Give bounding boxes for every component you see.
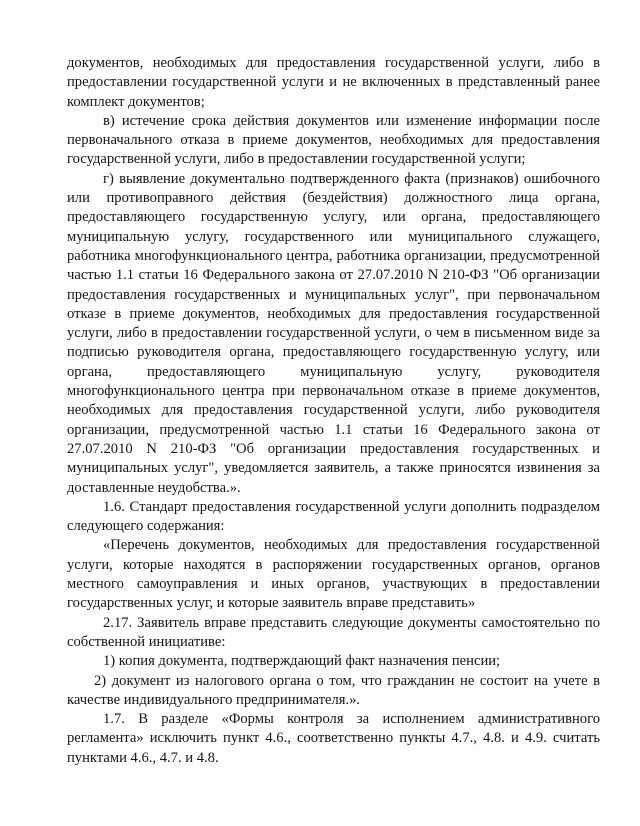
paragraph-item-g: г) выявление документально подтвержденного факта (признаков) ошибочного или противоправного действия (бездействия) должностного лица органа, предоставляющего государственную услугу, или органа, предоставляющего муниципальную услугу, государственного или муниципального служащего, работника многофункционального центра, работника организации, предусмотренной частью 1.1 статьи 16 Федерального закона от 27.07.2010 N 210-ФЗ "Об организации предоставления государственных и муниципальных услуг", при первоначальном отказе в приеме документов, необходимых для предоставления государственной услуги, либо в предоставлении государственной услуги, о чем в письменном виде за подписью руководителя органа, предоставляющего государственную услугу, или органа, предоставляющего муниципальную услугу, руководителя многофункционального центра при первоначальном отказе в приеме документов, необходимых для предоставления государственной услуги, либо руководителя организации, предусмотренной частью 1.1 статьи 16 Федерального закона от 27.07.2010 N 210-ФЗ "Об организации предоставления государственных и муниципальных услуг", уведомляется заявитель, а также приносятся извинения за доставленные неудобства.». bbox=[67, 170, 600, 496]
paragraph-section-1-7: 1.7. В разделе «Формы контроля за исполнением административного регламента» исключить пункт 4.6., соответственно пункты 4.7., 4.8. и 4.9. считать пунктами 4.6., 4.7. и 4.8. bbox=[67, 711, 600, 766]
paragraph-section-1-6: 1.6. Стандарт предоставления государственной услуги дополнить подразделом следующего содержания: bbox=[67, 498, 600, 535]
paragraph-clause-2-17: 2.17. Заявитель вправе представить следующие документы самостоятельно по собственной инициативе: bbox=[67, 614, 600, 650]
paragraph-item-v: в) истечение срока действия документов или изменение информации после первоначального отказа в приеме документов, необходимых для предоставления государственной услуги, либо в предоставлении государственной услуги; bbox=[67, 112, 600, 168]
paragraph-list-item-2: 2) документ из налогового органа о том, что гражданин не состоит на учете в качестве индивидуального предпринимателя.». bbox=[67, 672, 600, 708]
paragraph-list-item-1: 1) копия документа, подтверждающий факт назначения пенсии; bbox=[103, 653, 501, 670]
paragraph-subsection-title: «Перечень документов, необходимых для предоставления государственной услуги, которые находятся в распоряжении государственных органов, органов местного самоуправления и иных органов, участвующих в предоставлении государственных услуг, и которые заявитель вправе представить» bbox=[67, 537, 600, 612]
paragraph-continuation: документов, необходимых для предоставления государственной услуги, либо в предоставлении государственной услуги и не включенных в представленный ранее комплект документов; bbox=[67, 55, 600, 110]
